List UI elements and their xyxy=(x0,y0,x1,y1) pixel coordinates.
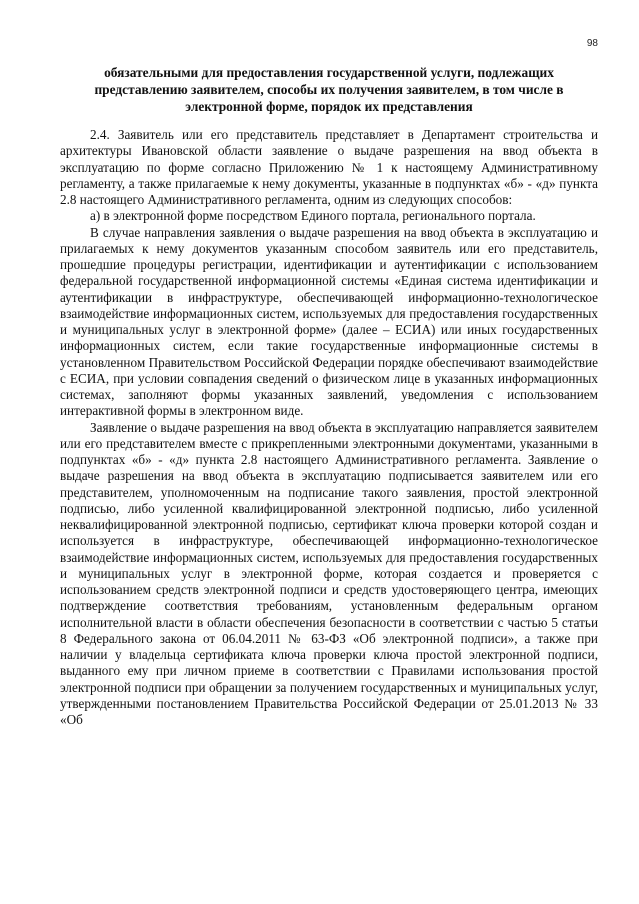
page-number: 98 xyxy=(586,38,598,49)
paragraph-subitem-a: а) в электронной форме посредством Единого портала, регионального портала. xyxy=(90,208,536,224)
paragraph-esia: В случае направления заявления о выдаче разрешения на ввод объекта в эксплуатацию и прилагаемых к нему документов указанным способом заявитель или его представитель, прошедшие процедуры регистрации, идентификации и аутентификации с использованием федеральной государственной информационной системы «Единая система идентификации и аутентификации в инфраструктуре, обеспечивающей информационно-технологическое взаимодействие информационных систем, используемых для предоставления государственных и муниципальных услуг в электронной форме» (далее – ЕСИА) или иных государственных информационных систем, если такие государственные информационные системы в установленном Правительством Российской Федерации порядке обеспечивают взаимодействие с ЕСИА, при условии совпадения сведений о физическом лице в указанных информационных системах, заполняют формы указанных заявлений, уведомления с использованием интерактивной формы в электронном виде. xyxy=(60,224,598,419)
paragraph-2-4: 2.4. Заявитель или его представитель представляет в Департамент строительства и архитектуры Ивановской области заявление о выдаче разрешения на ввод объекта в эксплуатацию по форме согласно Приложению № 1 к настоящему Административному регламенту, а также прилагаемые к нему документы, указанные в подпунктах «б» - «д» пункта 2.8 настоящего Административного регламента, одним из следующих способов: xyxy=(60,127,598,207)
document-body xyxy=(60,127,598,728)
section-heading: обязательными для предоставления государственной услуги, подлежащих представлению заявителем, способы их получения заявителем, в том числе в электронной форме, порядок их представления xyxy=(94,65,564,114)
paragraph-signature: Заявление о выдаче разрешения на ввод объекта в эксплуатацию направляется заявителем или его представителем вместе с прикрепленными электронными документами, указанными в подпунктах «б» - «д» пункта 2.8 настоящего Административного регламента. Заявление о выдаче разрешения на ввод объекта в эксплуатацию подписывается заявителем или его представителем, уполномоченным на подписание такого заявления, простой электронной подписью, либо усиленной квалифицированной электронной подписью, либо усиленной неквалифицированной электронной подписью, сертификат ключа проверки которой создан и используется в инфраструктуре, обеспечивающей информационно-технологическое взаимодействие информационных систем, используемых для предоставления государственных и муниципальных услуг в электронной форме, которая создается и проверяется с использованием средств электронной подписи и средств удостоверяющего центра, имеющих подтверждение соответствия требованиям, установленным федеральным органом исполнительной власти в области обеспечения безопасности в соответствии с частью 5 статьи 8 Федерального закона от 06.04.2011 № 63-ФЗ «Об электронной подписи», а также при наличии у владельца сертификата ключа проверки ключа простой электронной подписи, выданного ему при личном приеме в соответствии с Правилами использования простой электронной подписи при обращении за получением государственных и муниципальных услуг, утвержденными постановлением Правительства Российской Федерации от 25.01.2013 № 33 «Об xyxy=(60,419,598,727)
